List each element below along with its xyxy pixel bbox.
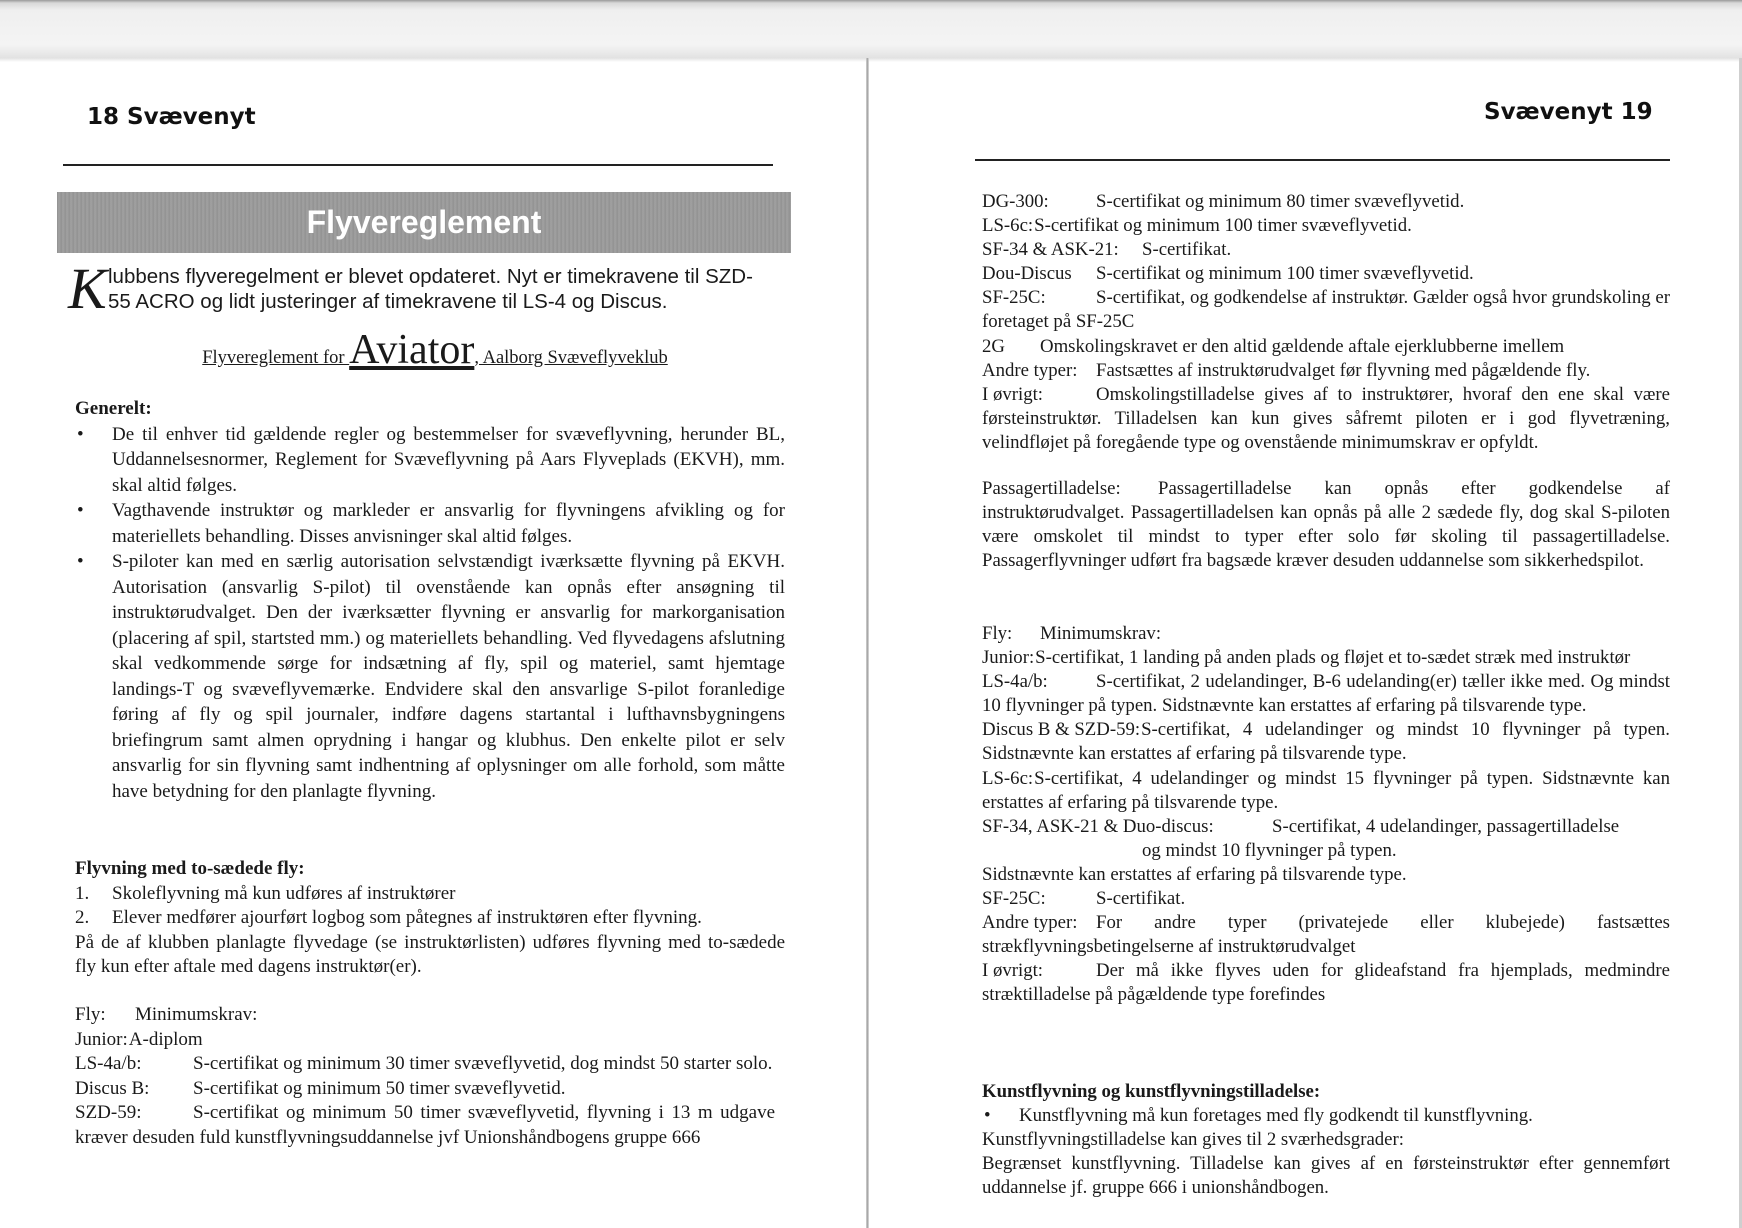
aircraft-label: SF-25C: xyxy=(982,888,1046,910)
requirement-row xyxy=(982,718,1670,766)
left-requirements xyxy=(75,1003,775,1150)
requirement-text: S-certifikat, 1 landing på anden plads og fløjet et to-sædet stræk med instruktør xyxy=(1035,647,1631,669)
requirement-row xyxy=(982,238,1670,262)
aircraft-label: I øvrigt: xyxy=(982,383,1044,405)
left-page-header: 18 Svævenyt xyxy=(87,104,256,130)
aircraft-label: Junior: xyxy=(75,1028,128,1050)
requirement-text: S-certifikat, og godkendelse af instruktør. Gælder også hvor grundskoling er foretaget på SF-25C xyxy=(982,287,1670,333)
left-header-rule xyxy=(63,164,773,166)
requirement-row xyxy=(75,1052,775,1077)
drop-cap: K xyxy=(68,256,107,321)
bullet-icon: • xyxy=(77,500,84,521)
generelt-section xyxy=(75,396,785,804)
aircraft-label: LS-6c: xyxy=(982,215,1034,237)
aircraft-label: SF-25C: xyxy=(982,287,1046,309)
requirement-row xyxy=(982,383,1670,455)
requirement-row xyxy=(982,335,1670,359)
requirement-row xyxy=(982,646,1670,670)
aircraft-label: LS-4a/b: xyxy=(75,1053,142,1074)
requirement-text: S-certifikat, 4 udelandinger, passagertilladelse xyxy=(1272,815,1620,837)
item-number: 2. xyxy=(75,907,90,928)
bullet-item xyxy=(75,422,785,499)
requirement-text: For andre typer (privatejede eller klubejede) fastsættes strækflyvningsbetingelserne af instruktørudvalget xyxy=(982,912,1670,958)
aircraft-label: LS-6c: xyxy=(982,767,1034,789)
req-header: Fly: Minimumskrav: xyxy=(75,1004,258,1025)
requirement-text: Fastsættes af instruktørudvalget før flyvning med pågældende fly. xyxy=(1096,359,1591,381)
requirement-continuation: og mindst 10 flyvninger på typen. xyxy=(1142,839,1397,861)
requirement-row xyxy=(982,670,1670,718)
aircraft-label: Andre typer: xyxy=(982,359,1078,381)
requirement-row xyxy=(982,815,1670,839)
right-header-rule xyxy=(975,159,1670,161)
requirement-row xyxy=(75,1077,775,1102)
list-item xyxy=(75,906,785,931)
requirement-text: S-certifikat og minimum 30 timer svæveflyvetid, dog mindst 50 starter solo. xyxy=(193,1053,773,1074)
requirement-text: S-certifikat. xyxy=(1142,239,1232,261)
subtitle: Flyvereglement for Aviator, Aalborg Svæveflyveklub xyxy=(202,327,668,373)
requirement-row xyxy=(982,911,1670,959)
twoseat-note: På de af klubben planlagte flyvedage (se instruktørlisten) udføres flyvning med to-sædede fly kun efter aftale med dagens instruktør(er). xyxy=(75,931,785,977)
requirement-row xyxy=(75,1101,775,1150)
aircraft-label: DG-300: xyxy=(982,191,1049,212)
aircraft-label: Discus B: xyxy=(75,1077,150,1099)
aerobatics-text: Kunstflyvningstilladelse kan gives til 2 sværhedsgrader: xyxy=(982,1129,1404,1151)
list-item xyxy=(75,882,785,907)
scan-top-edge xyxy=(0,0,1742,62)
requirement-text: S-certifikat. xyxy=(1096,888,1186,910)
intro xyxy=(68,256,768,321)
aircraft-label: Dou-Discus xyxy=(982,263,1072,285)
right-page-header: Svævenyt 19 xyxy=(1484,99,1653,125)
aircraft-label: SF-34 & ASK-21: xyxy=(982,239,1119,261)
requirement-text: S-certifikat, 4 udelandinger og mindst 10 flyvninger på typen. Sidstnævnte kan erstattes af erfaring på tilsvarende type. xyxy=(982,719,1670,765)
requirement-row xyxy=(75,1028,775,1053)
section-heading: Generelt: xyxy=(75,398,152,419)
item-text: Elever medfører ajourført logbog som påtegnes af instruktøren efter flyvning. xyxy=(112,907,702,928)
requirement-text: S-certifikat og minimum 100 timer svæveflyvetid. xyxy=(1034,215,1412,237)
requirement-row xyxy=(982,286,1670,334)
aircraft-label: Andre typer: xyxy=(982,912,1078,934)
requirement-text: S-certifikat, 2 udelandinger, B-6 udelanding(er) tæller ikke med. Og mindst 10 flyvninger på typen. Sidstnævnte kan erstattes af erfaring på tilsvarende type. xyxy=(982,671,1670,717)
requirement-text: S-certifikat og minimum 80 timer svæveflyvetid. xyxy=(1096,191,1465,212)
bullet-text: S-piloter kan med en særlig autorisation selvstændigt iværksætte flyvning på EKVH. Autorisation (ansvarlig S-pilot) til ovenstående kan opnås efter ansøgning til instruktørudvalget. Den der iværksætter flyvning er ansvarlig for markorganisation (placering af spil, startsted mm.) og materiellets behandling. Ved flyvedagens afslutning skal vedkommende sørge for indsætning af fly, spil og materiel, samt hjemtage landings-T og svæveflyvemærke. Endvidere skal den ansvarlige S-pilot foranledige føring af fly og spil journaler, indføre dagens startantal i lufthavnsbygningens briefingrum samt almen oprydning i hangar og klubhus. Den enkelte pilot er selv ansvarlig for sin flyvning samt indhentning af oplysninger om alle forhold, som måtte have betydning for den planlagte flyvning. xyxy=(112,551,785,802)
passenger-section: Passagertilladelse: Passagertilladelse kan opnås efter godkendelse af instruktørudvalget. Passagertilladelsen kan opnås på alle 2 sædede fly, dog skal S-piloten være omskolet til mindst to typer efter solo før skoling til passagertilladelse. Passagerflyvninger udført fra bagsæde kræver desuden uddannelse som sikkerhedspilot. xyxy=(982,478,1670,572)
requirement-text: A-diplom xyxy=(128,1028,203,1050)
requirement-row xyxy=(982,190,1670,214)
section-heading: Kunstflyvning og kunstflyvningstilladelse: xyxy=(982,1081,1321,1102)
requirement-text: Sidstnævnte kan erstattes af erfaring på tilsvarende type. xyxy=(982,863,1407,885)
aircraft-label: SF-34, ASK-21 & Duo-discus: xyxy=(982,815,1214,837)
twoseat-section xyxy=(75,857,785,980)
aircraft-label: SZD-59: xyxy=(75,1102,142,1123)
requirement-text: Omskolingstilladelse gives af to instruktører, hvoraf den ene skal være førsteinstruktør. Tilladelsen kan kun gives såfremt piloten er i god flyvetræning, velindfløjet på foregående type og ovenstående minimumskrav er opfyldt. xyxy=(982,383,1670,453)
section-heading: Flyvning med to-sædede fly: xyxy=(75,858,305,879)
bullet-icon: • xyxy=(77,551,84,572)
aerobatics-text: Begrænset kunstflyvning. Tilladelse kan gives af en førsteinstruktør efter gennemført uddannelse jf. gruppe 666 i unionshåndbogen. xyxy=(982,1153,1670,1199)
requirement-text: S-certifikat og minimum 50 timer svæveflyvetid, flyvning i 13 m udgave kræver desuden fuld kunstflyvningsuddannelse jvf Unionshåndbogens gruppe 666 xyxy=(75,1102,775,1148)
requirement-row xyxy=(982,767,1670,815)
aircraft-label: Discus B & SZD-59: xyxy=(982,719,1141,741)
bullet-item xyxy=(75,549,785,804)
requirement-row xyxy=(982,863,1670,887)
intro-text: lubbens flyveregelment er blevet opdateret. Nyt er timekravene til SZD-55 ACRO og lidt justeringer af timekravene til LS-4 og Discus. xyxy=(108,265,753,313)
requirement-text: Omskolingskravet er den altid gældende aftale ejerklubberne imellem xyxy=(1040,335,1565,357)
requirement-row xyxy=(982,262,1670,286)
aircraft-label: 2G xyxy=(982,335,1005,357)
requirement-row xyxy=(982,887,1670,911)
conversion-requirements xyxy=(982,190,1670,455)
requirement-text: Der må ikke flyves uden for glideafstand fra hjemplads, medmindre stræktilladelse på pågældende type forefindes xyxy=(982,960,1670,1006)
club-name: Aviator xyxy=(349,327,475,373)
requirement-text: S-certifikat og minimum 100 timer svæveflyvetid. xyxy=(1096,263,1474,285)
article-banner xyxy=(57,192,791,253)
aircraft-label: LS-4a/b: xyxy=(982,671,1048,693)
requirement-text: S-certifikat, 4 udelandinger og mindst 15 flyvninger på typen. Sidstnævnte kan erstattes af erfaring på tilsvarende type. xyxy=(982,767,1670,813)
requirement-text: S-certifikat og minimum 50 timer svæveflyvetid. xyxy=(193,1077,566,1099)
aerobatics-section: Kunstflyvning og kunstflyvningstilladelse: • Kunstflyvning må kun foretages med fly godkendt til kunstflyvning. Kunstflyvningstilladelse kan gives til 2 sværhedsgrader: Begrænset kunstflyvning. Tilladelse kan gives af en førsteinstruktør efter gennemført uddannelse jf. gruppe 666 i unionshåndbogen. xyxy=(982,1080,1670,1200)
requirement-row xyxy=(982,959,1670,1007)
aircraft-label: I øvrigt: xyxy=(982,960,1044,982)
item-text: Skoleflyvning må kun udføres af instruktører xyxy=(112,882,456,904)
bullet-item xyxy=(75,498,785,549)
article-title: Flyvereglement xyxy=(306,204,542,240)
bullet-text: De til enhver tid gældende regler og bestemmelser for svæveflyvning, herunder BL, Uddannelsesnormer, Reglement for Svæveflyvning på Aars Flyveplads (EKVH), mm. skal altid følges. xyxy=(112,423,785,496)
requirement-row xyxy=(982,359,1670,383)
bullet-icon: • xyxy=(984,1105,991,1127)
bullet-text: Vagthavende instruktør og markleder er ansvarlig for flyvningens afvikling og for materiellets behandling. Disses anvisninger skal altid følges. xyxy=(112,500,785,547)
bullet-icon: • xyxy=(77,423,84,445)
requirement-row xyxy=(982,214,1670,238)
item-number: 1. xyxy=(75,882,90,904)
right-requirements: Fly: Minimumskrav: Junior:S-certifikat, 1 landing på anden plads og fløjet et to-sædet stræk med instruktør LS-4a/b: S-certifikat, 2 udelandinger, B-6 udelanding(er) tæller ikke med. Og mindst 10 flyvninger på typen. Sidstnævnte kan erstattes af erfaring på tilsvarende type. Discus B & SZD-59:S-certifikat, 4 udelandinger og mindst 10 flyvninger på typen. Sidstnævnte kan erstattes af erfaring på tilsvarende type. LS-6c:S-certifikat, 4 udelandinger og mindst 15 flyvninger på typen. Sidstnævnte kan erstattes af erfaring på tilsvarende type. SF-34, ASK-21 & Duo-discus: S-certifikat, 4 udelandinger, passagertilladelse og mindst 10 flyvninger på typen. Sidstnævnte kan erstattes af erfaring på tilsvarende type. SF-25C: S-certifikat. Andre typer: For andre typer (privatejede eller klubejede) fastsættes strækflyvningsbetingelserne af instruktørudvalget I øvrigt: Der må ikke flyves uden for glideafstand fra hjemplads, medmindre stræktilladelse på pågældende type forefindes xyxy=(982,622,1670,1008)
aircraft-label: Junior: xyxy=(982,647,1035,669)
page-gutter xyxy=(866,58,869,1228)
